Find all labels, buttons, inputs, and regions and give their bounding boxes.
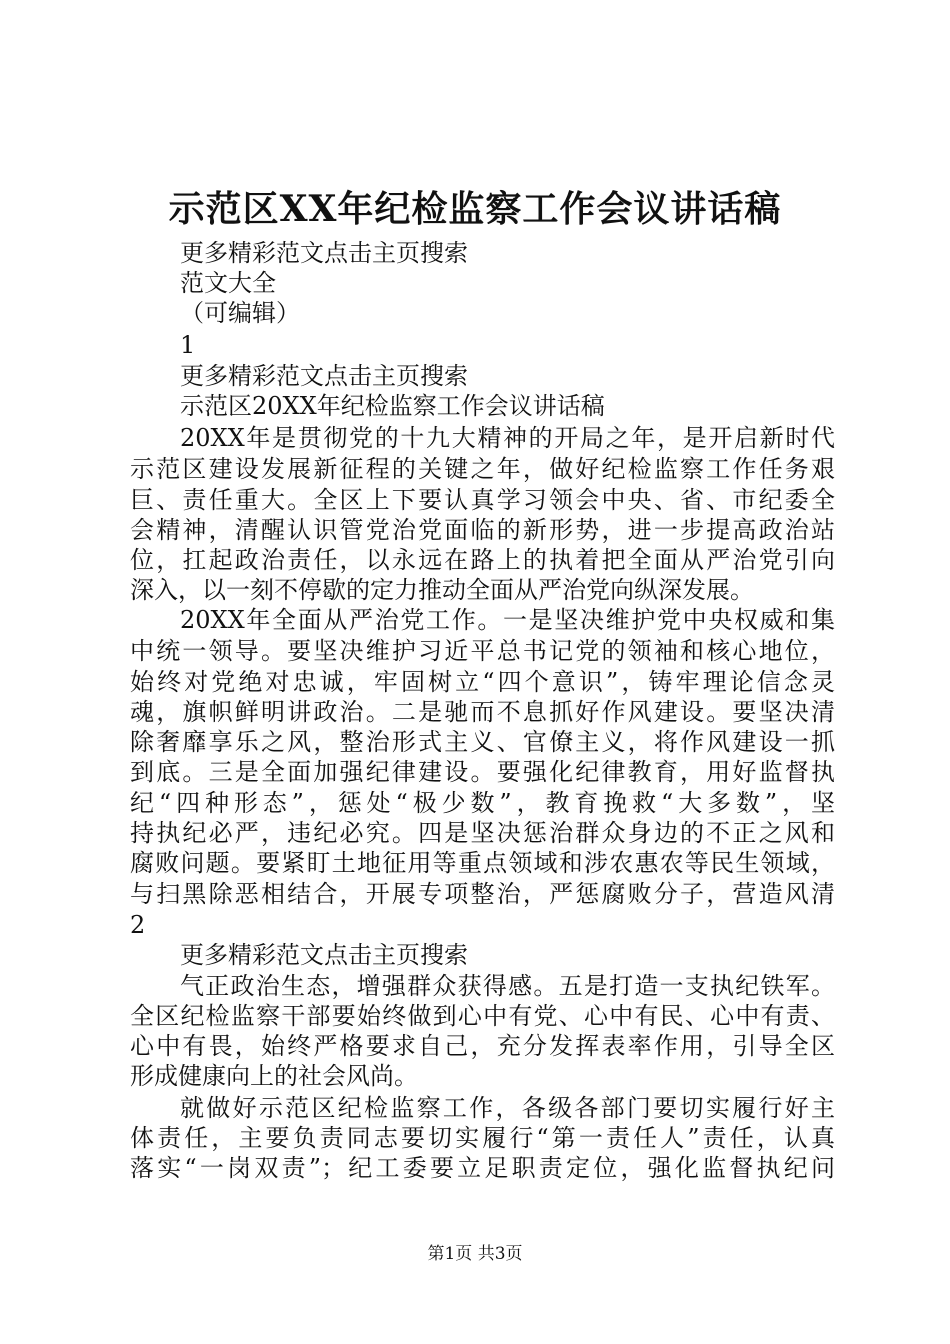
- paragraph-line: 20XX年全面从严治党工作。一是坚决维护党中央权威和集: [180, 606, 835, 634]
- text-line: 范文大全: [180, 269, 276, 297]
- paragraph-line: 就做好示范区纪检监察工作，各级各部门要切实履行好主: [180, 1094, 835, 1122]
- subtitle-line: 示范区20XX年纪检监察工作会议讲话稿: [180, 392, 605, 420]
- page-footer: 第1页 共3页: [427, 1244, 523, 1264]
- paragraph-line: 始终对党绝对忠诚，牢固树立“四个意识”，铸牢理论信念灵: [130, 668, 835, 696]
- page-marker: 2: [130, 911, 146, 939]
- paragraph-line: 到底。三是全面加强纪律建设。要强化纪律教育，用好监督执: [130, 758, 835, 786]
- paragraph-line: 魂，旗帜鲜明讲政治。二是驰而不息抓好作风建设。要坚决清: [130, 698, 835, 726]
- paragraph-line: 全区纪检监察干部要始终做到心中有党、心中有民、心中有责、: [130, 1002, 835, 1030]
- paragraph-line: 体责任，主要负责同志要切实履行“第一责任人”责任，认真: [130, 1124, 835, 1152]
- paragraph-line: 与扫黑除恶相结合，开展专项整治，严惩腐败分子，营造风清: [130, 880, 835, 908]
- paragraph-line: 深入，以一刻不停歇的定力推动全面从严治党向纵深发展。: [130, 576, 754, 604]
- document-title: 示范区XX年纪检监察工作会议讲话稿: [168, 188, 782, 230]
- paragraph-line: 纪“四种形态”，惩处“极少数”，教育挽救“大多数”，坚: [130, 789, 835, 817]
- paragraph-line: 持执纪必严，违纪必究。四是坚决惩治群众身边的不正之风和: [130, 819, 835, 847]
- promo-line: 更多精彩范文点击主页搜索: [180, 362, 468, 390]
- paragraph-line: 会精神，清醒认识管党治党面临的新形势，进一步提高政治站: [130, 516, 835, 544]
- promo-line: 更多精彩范文点击主页搜索: [180, 941, 468, 969]
- promo-line: 更多精彩范文点击主页搜索: [180, 239, 468, 267]
- paragraph-line: 落实“一岗双责”；纪工委要立足职责定位，强化监督执纪问: [130, 1154, 835, 1182]
- paragraph-line: 心中有畏，始终严格要求自己，充分发挥表率作用，引导全区: [130, 1032, 835, 1060]
- text-line: （可编辑）: [180, 299, 300, 327]
- paragraph-line: 20XX年是贯彻党的十九大精神的开局之年，是开启新时代: [180, 424, 835, 452]
- paragraph-line: 形成健康向上的社会风尚。: [130, 1062, 418, 1090]
- paragraph-line: 位，扛起政治责任，以永远在路上的执着把全面从严治党引向: [130, 546, 835, 574]
- paragraph-line: 气正政治生态，增强群众获得感。五是打造一支执纪铁军。: [180, 972, 835, 1000]
- paragraph-line: 除奢靡享乐之风，整治形式主义、官僚主义，将作风建设一抓: [130, 728, 835, 756]
- page-marker: 1: [180, 331, 196, 359]
- paragraph-line: 中统一领导。要坚决维护习近平总书记党的领袖和核心地位，: [130, 637, 835, 665]
- paragraph-line: 示范区建设发展新征程的关键之年，做好纪检监察工作任务艰: [130, 455, 835, 483]
- paragraph-line: 腐败问题。要紧盯土地征用等重点领域和涉农惠农等民生领域，: [130, 849, 835, 877]
- paragraph-line: 巨、责任重大。全区上下要认真学习领会中央、省、市纪委全: [130, 486, 835, 514]
